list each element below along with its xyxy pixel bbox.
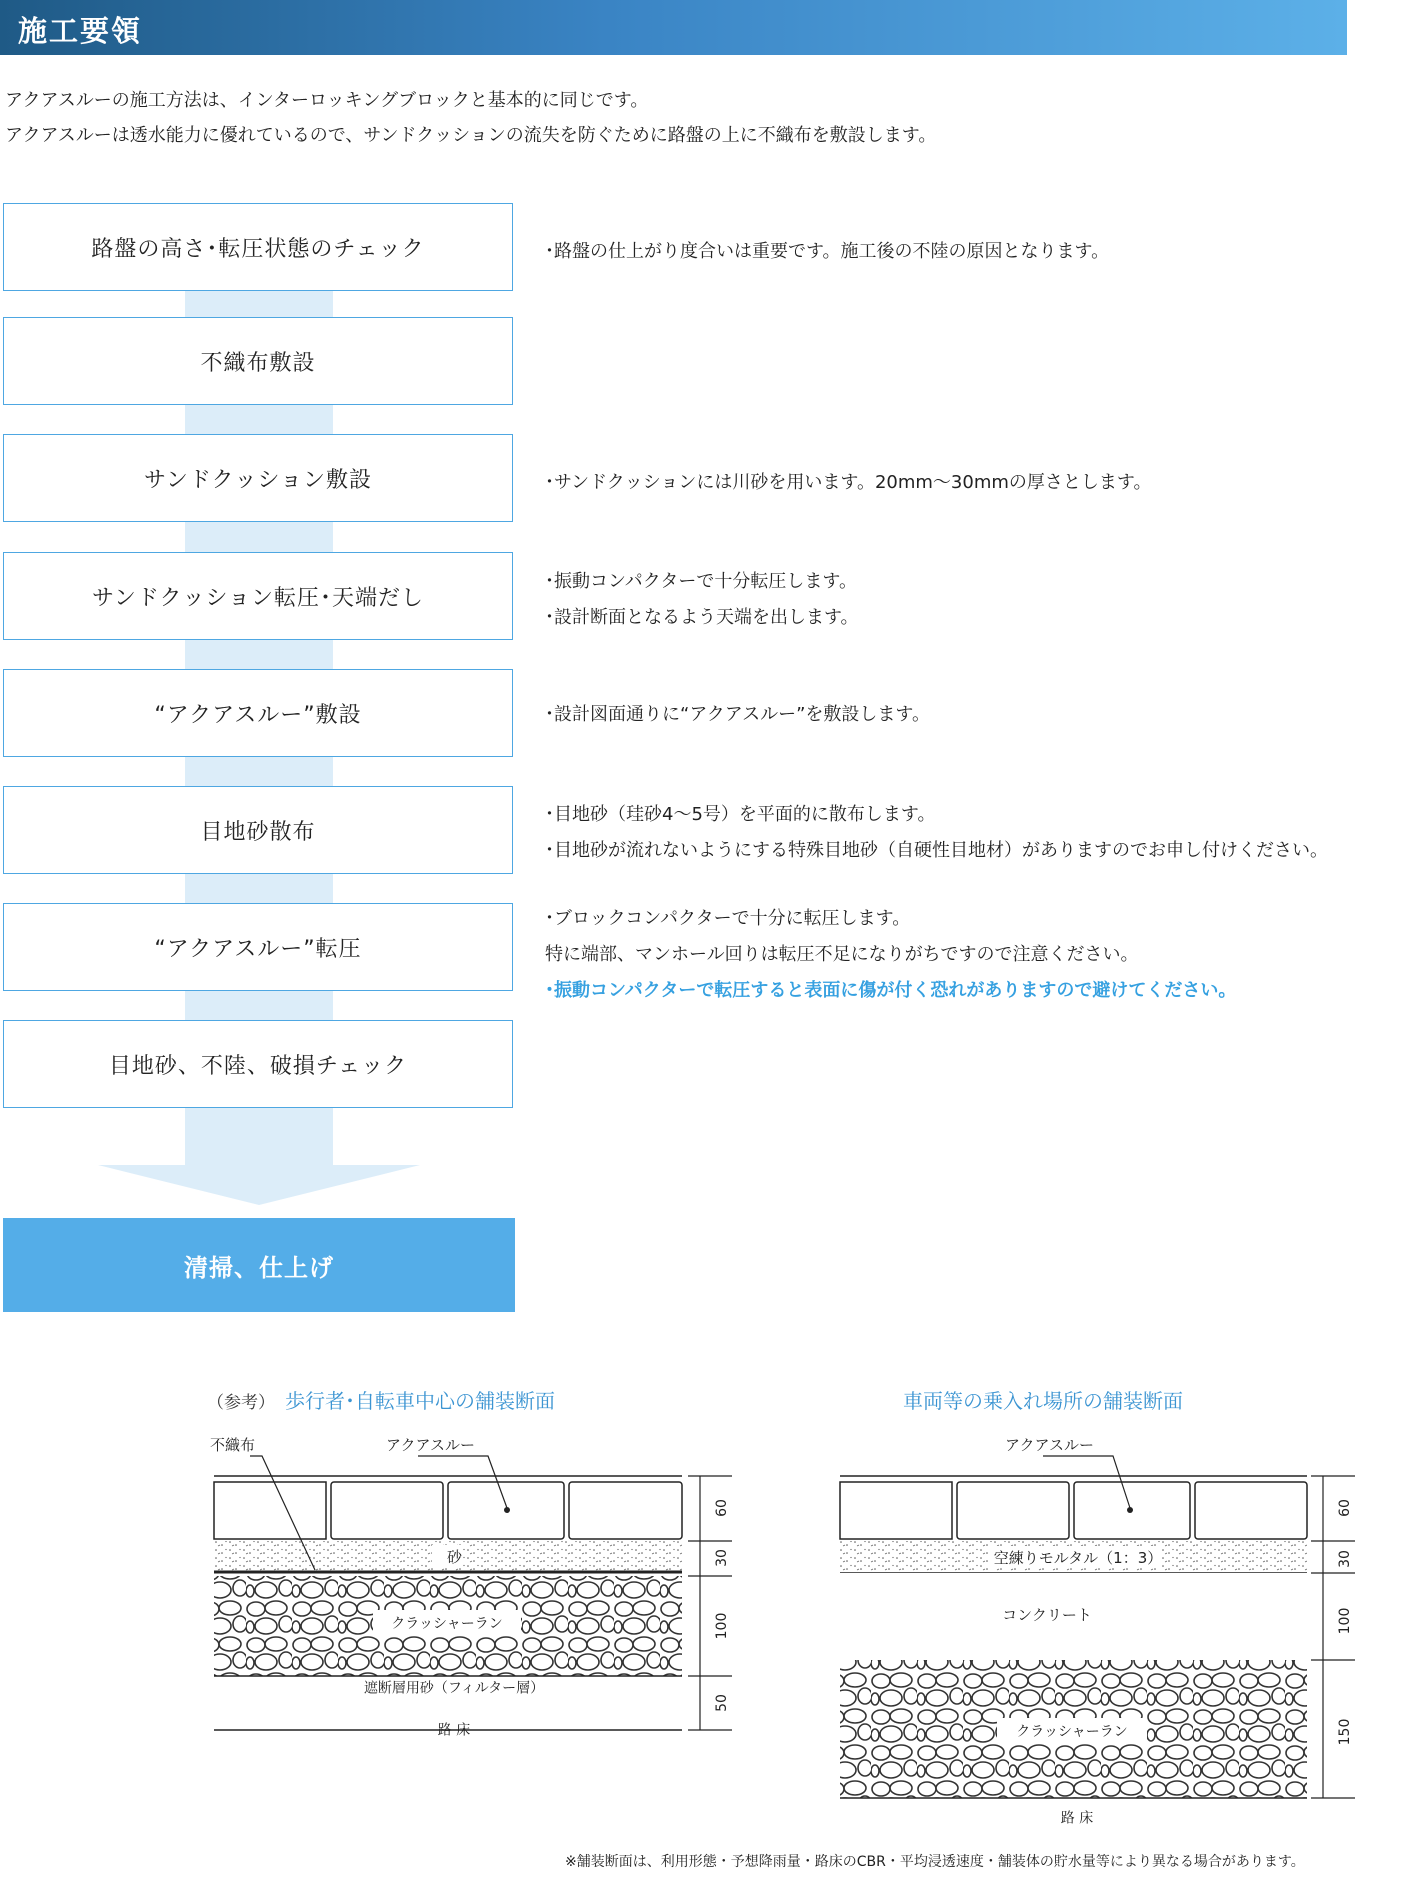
intro-line-2: アクアスルーは透水能力に優れているので、サンドクッションの流失を防ぐために路盤の上に不織布を敷設します。	[5, 125, 937, 146]
section-left-title: 歩行者･自転車中心の舗装断面	[285, 1389, 555, 1413]
step-label: サンドクッション転圧･天端だし	[91, 585, 425, 611]
step-box-5	[3, 669, 513, 757]
dim-100: 100	[714, 1612, 730, 1640]
note-step-1: ･路盤の仕上がり度合いは重要です。施工後の不陸の原因となります。	[545, 241, 1110, 262]
step-label: 不織布敷設	[200, 350, 316, 376]
note-step-6a: ･目地砂（珪砂4〜5号）を平面的に散布します。	[545, 804, 936, 825]
dim-60: 60	[714, 1499, 730, 1517]
note-step-7a: ･ブロックコンパクターで十分に転圧します。	[545, 908, 911, 929]
paver-block	[1195, 1482, 1307, 1539]
label-fabric: 不織布	[210, 1436, 256, 1454]
step-label: サンドクッション敷設	[143, 467, 373, 493]
paver-block	[840, 1482, 952, 1539]
section-left-diagram	[200, 1420, 740, 1740]
label-block: アクアスルー	[386, 1436, 475, 1454]
paver-block	[331, 1482, 443, 1539]
label-mortar: 空練りモルタル（1：3）	[993, 1549, 1163, 1567]
note-step-7b: 特に端部、マンホール回りは転圧不足になりがちですので注意ください。	[545, 944, 1139, 965]
dim-60: 60	[1337, 1499, 1353, 1517]
label-crusher: クラッシャーラン	[1016, 1724, 1128, 1740]
step-box-8	[3, 1020, 513, 1108]
step-box-1	[3, 203, 513, 291]
section-right-title: 車両等の乗入れ場所の舗装断面	[903, 1389, 1183, 1413]
note-step-5: ･設計図面通りに“アクアスルー”を敷設します。	[545, 704, 930, 725]
final-step-label: 清掃、仕上げ	[184, 1253, 334, 1282]
label-block: アクアスルー	[1005, 1436, 1094, 1454]
footnote: ※舗装断面は、利用形態・予想降雨量・路床のCBR・平均浸透速度・舗装体の貯水量等により異なる場合があります。	[565, 1854, 1305, 1870]
label-subgrade: 路 床	[1060, 1810, 1094, 1827]
dim-100: 100	[1337, 1607, 1353, 1635]
step-box-4	[3, 552, 513, 640]
note-step-6b: ･目地砂が流れないようにする特殊目地砂（自硬性目地材）がありますのでお申し付けください。	[545, 840, 1328, 861]
step-box-3	[3, 434, 513, 522]
paver-block	[957, 1482, 1069, 1539]
intro-line-1: アクアスルーの施工方法は、インターロッキングブロックと基本的に同じです。	[5, 90, 649, 111]
note-step-4a: ･振動コンパクターで十分転圧します。	[545, 571, 857, 592]
step-label: 目地砂、不陸、破損チェック	[108, 1053, 408, 1079]
dim-150: 150	[1337, 1718, 1353, 1746]
dim-50: 50	[714, 1694, 730, 1712]
step-box-7	[3, 903, 513, 991]
dim-30: 30	[714, 1549, 730, 1567]
note-step-7-warning: ･振動コンパクターで転圧すると表面に傷が付く恐れがありますので避けてください。	[545, 980, 1237, 1001]
step-box-2	[3, 317, 513, 405]
note-step-4b: ･設計断面となるよう天端を出します。	[545, 607, 859, 628]
label-crusher: クラッシャーラン	[391, 1616, 503, 1632]
dimension-scale	[1311, 1476, 1355, 1798]
step-box-6	[3, 786, 513, 874]
step-label: “アクアスルー”敷設	[154, 702, 362, 728]
paver-block	[214, 1482, 326, 1539]
label-concrete: コンクリート	[1002, 1606, 1092, 1624]
section-right-diagram	[825, 1420, 1365, 1840]
label-filter: 遮断層用砂（フィルター層）	[363, 1680, 545, 1697]
flow-arrow-head	[98, 1165, 420, 1205]
label-subgrade: 路 床	[437, 1722, 471, 1739]
note-step-3: ･サンドクッションには川砂を用います。20mm〜30mmの厚さとします。	[545, 472, 1152, 493]
section-title: 施工要領	[18, 14, 143, 48]
step-label: “アクアスルー”転圧	[154, 936, 362, 962]
final-step-box	[3, 1218, 515, 1312]
step-label: 目地砂散布	[200, 819, 316, 845]
section-left-ref: （参考）	[207, 1393, 275, 1413]
label-sand: 砂	[447, 1548, 463, 1566]
section-header-bar	[0, 0, 1347, 55]
paver-block	[569, 1482, 682, 1539]
dim-30: 30	[1337, 1550, 1353, 1568]
step-label: 路盤の高さ･転圧状態のチェック	[91, 236, 425, 262]
